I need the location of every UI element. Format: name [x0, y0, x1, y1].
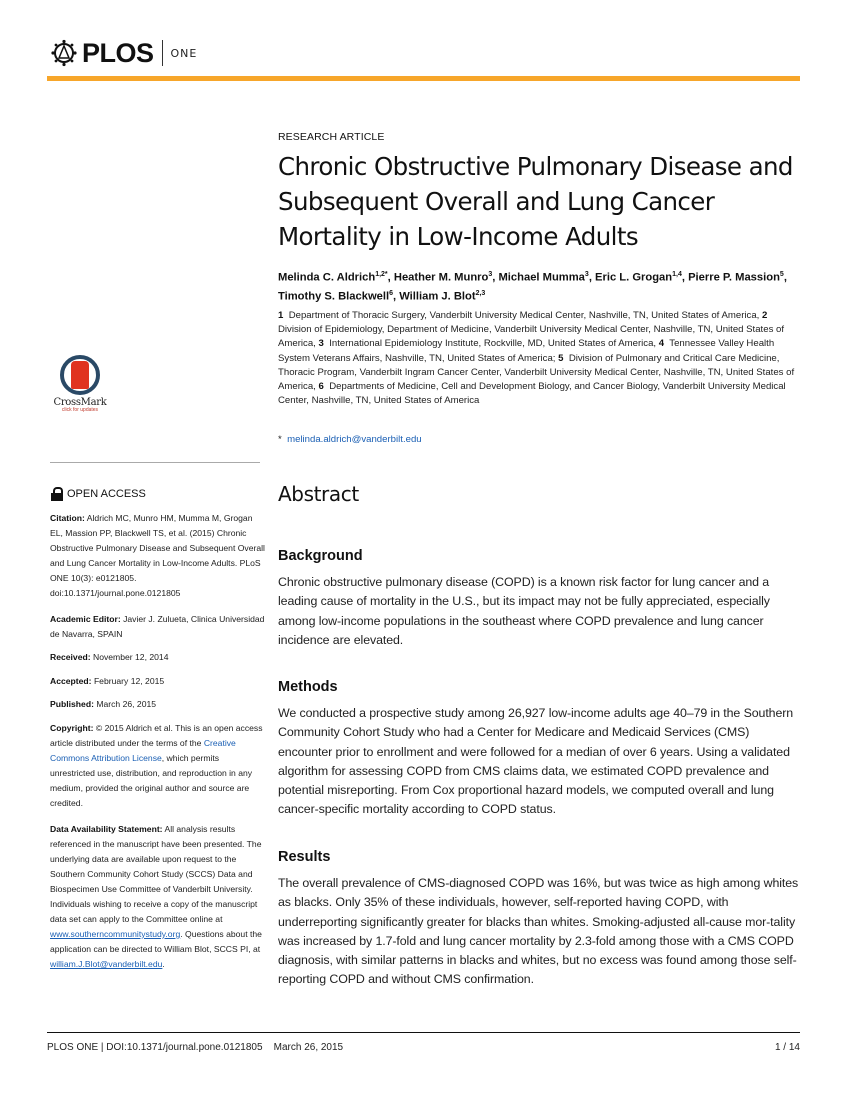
citation-block: [50, 511, 265, 601]
section-text-results: The overall prevalence of CMS-diagnosed COPD was 16%, but was twice as high among whites as blacks. Only 35% of these individuals, however, self-reported having COPD, with underreporting significantly greater for blacks than whites. Smoking-adjusted all-cause mor-tality was increased by 1.7-fold and lung cancer mortality by 2.3-fold among those with a CMS COPD diagnosis, with similar patterns in blacks and whites, but no excess was found among those self-reporting COPD and without CMS confirmation.: [278, 876, 799, 987]
header-accent-bar: [47, 76, 800, 81]
author-list: Melinda C. Aldrich$^{1,2*}$, Heather M. Munro$^3$, Michael Mumma$^3$, Eric L. Grogan$^{1,4}$, Pierre P. Massion$^5$, Timothy S. Blackwell$^6$, William J. Blot$^{2,3}$: [278, 271, 787, 303]
page-number: 1 / 14: [774, 1042, 800, 1053]
article-type: RESEARCH ARTICLE: [278, 131, 385, 143]
crossmark-button[interactable]: [50, 355, 110, 413]
academic-editor-label: Academic Editor:: [50, 614, 121, 624]
copyright-text: © 2015 Aldrich et al. This is an open access article distributed under the terms of the: [50, 723, 263, 748]
affiliation-text: Tennessee Valley Health System Veterans Affairs, Nashville, TN, United States of America;: [278, 338, 775, 364]
footer-rule: [47, 1032, 800, 1033]
affiliation-text: Departments of Medicine, Cell and Development Biology, and Cancer Biology, Vanderbilt University Medical Center, Nashville, TN, United States of America: [278, 381, 786, 407]
author-affiliation-ref: 6: [389, 289, 393, 297]
affiliation-number: 2: [762, 310, 768, 321]
affiliation-number: 6: [318, 381, 324, 393]
section-text-background: Chronic obstructive pulmonary disease (COPD) is a known risk factor for lung cancer and a leading cause of mortality in the U.S., but its impact may not be fully appreciated, especially among low-income populations in the southeast where COPD prevalence and lung cancer incidence are elevated.: [278, 575, 770, 647]
plos-globe-icon: [50, 39, 78, 67]
affiliation-text: Department of Thoracic Surgery, Vanderbilt University Medical Center, Nashville, TN, United States of America,: [288, 310, 760, 321]
open-lock-icon: [51, 487, 63, 500]
received-label: Received:: [50, 652, 91, 662]
author-name: Timothy S. Blackwell: [278, 290, 390, 303]
academic-editor-block: [50, 612, 265, 642]
copyright-block: [50, 721, 265, 811]
section-text-methods: We conducted a prospective study among 26,927 low-income adults age 40–79 in the Southern Community Cohort Study who had a Center for Medicare and Medicaid Services (CMS) encounter prior to enrollment and were followed for a median of over 6 years. Using a validated algorithm for assessing COPD from CMS claims data, we estimated COPD prevalence and potential misreporting. From Cox proportional hazard models, we computed overall and lung cancer-specific mortality according to COPD status.: [278, 706, 794, 817]
citation-label: Citation:: [50, 513, 85, 523]
footer-doi: PLOS ONE | DOI:10.1371/journal.pone.0121805 March 26, 2015: [47, 1042, 344, 1053]
corresponding-email: [278, 434, 422, 445]
author-name: Heather M. Munro: [393, 271, 489, 284]
citation-text: Aldrich MC, Munro HM, Mumma M, Grogan EL, Massion PP, Blackwell TS, et al. (2015) Chronic Obstructive Pulmonary Disease and Subsequent Overall and Lung Cancer Mortality in Low-Income Adults. PLoS ONE 10(3): e0121805. doi:10.1371/journal.pone.0121805: [50, 513, 265, 598]
author-name: Pierre P. Massion: [688, 271, 780, 284]
academic-editor-text: Javier J. Zulueta, Clinica Universidad de Navarra, SPAIN: [50, 614, 265, 639]
corresponding-email-link[interactable]: melinda.aldrich@vanderbilt.edu: [287, 434, 422, 445]
affiliation-number: 5: [558, 352, 564, 364]
affiliation-text: Division of Epidemiology, Department of Medicine, Vanderbilt University Medical Center, Nashville, TN, United States of America,: [278, 324, 785, 350]
corresponding-marker: *: [278, 434, 282, 445]
received-block: [50, 650, 265, 665]
section-heading-methods: Methods: [278, 679, 338, 695]
crossmark-icon: [60, 355, 100, 395]
accepted-block: [50, 674, 265, 689]
author-affiliation-ref: 2,3: [475, 289, 486, 297]
abstract-heading: Abstract: [278, 482, 359, 506]
pi-email-link[interactable]: william.J.Blot@vanderbilt.edu: [50, 959, 163, 969]
logo-separator: [162, 40, 163, 66]
author-affiliation-ref: 1,4: [672, 271, 682, 278]
open-access-badge: [51, 487, 146, 500]
author-name: Michael Mumma: [498, 271, 585, 284]
section-heading-results: Results: [278, 849, 331, 865]
copyright-label: Copyright:: [50, 723, 94, 733]
journal-logo: [50, 37, 197, 69]
journal-brand: PLOS: [82, 38, 154, 68]
author-name: Melinda C. Aldrich: [278, 271, 376, 284]
published-label: Published:: [50, 699, 94, 709]
article-title: Chronic Obstructive Pulmonary Disease and Subsequent Overall and Lung Cancer Mortality in Low-Income Adults: [278, 152, 793, 251]
affiliation-number: 1: [278, 310, 284, 321]
study-website-link[interactable]: www.southerncommunitystudy.org: [50, 929, 181, 939]
open-access-label: OPEN ACCESS: [67, 487, 146, 500]
received-date: November 12, 2014: [93, 652, 169, 662]
accepted-date: February 12, 2015: [93, 676, 165, 686]
sidebar-divider: [50, 462, 260, 463]
data-availability-text-after: .: [162, 959, 165, 969]
crossmark-sublabel: click for updates: [61, 407, 99, 413]
crossmark-label: CrossMark: [53, 397, 107, 408]
copyright-text-after: , which permits unrestricted use, distribution, and reproduction in any medium, provided the original author and source are credited.: [50, 753, 253, 808]
author-name: William J. Blot: [399, 290, 476, 303]
affiliation-list: [278, 309, 803, 408]
affiliation-text: Division of Pulmonary and Critical Care Medicine, Thoracic Program, Vanderbilt Ingram Cancer Center, Vanderbilt University Medical Center, Nashville, TN, United States of America,: [278, 352, 795, 393]
data-availability-label: Data Availability Statement:: [50, 824, 163, 834]
author-affiliation-ref: 1,2*: [375, 271, 388, 278]
data-availability-text-middle: . Questions about the application can be directed to William Blot, SCCS PI, at: [50, 929, 262, 954]
data-availability-text: All analysis results referenced in the manuscript have been presented. The underlying data are available upon request to the Southern Community Cohort Study (SCCS) Data and Biospecimen Use Committee of Vanderbilt University. Individuals wishing to receive a copy of the manuscript data set can apply to the Committee online at: [50, 824, 262, 924]
accepted-label: Accepted:: [50, 676, 92, 686]
journal-subbrand: ONE: [170, 46, 198, 60]
affiliation-text: International Epidemiology Institute, Rockville, MD, United States of America,: [329, 338, 657, 350]
data-availability-block: [50, 822, 265, 972]
author-affiliation-ref: 3: [488, 271, 493, 278]
author-affiliation-ref: 3: [584, 271, 589, 278]
affiliation-number: 4: [658, 338, 665, 350]
published-date: March 26, 2015: [96, 699, 157, 709]
license-link[interactable]: Creative Commons Attribution License: [50, 738, 236, 763]
affiliation-number: 3: [318, 338, 324, 350]
author-affiliation-ref: 5: [779, 271, 784, 278]
section-heading-background: Background: [278, 548, 363, 564]
published-block: [50, 697, 265, 712]
author-name: Eric L. Grogan: [595, 271, 673, 284]
